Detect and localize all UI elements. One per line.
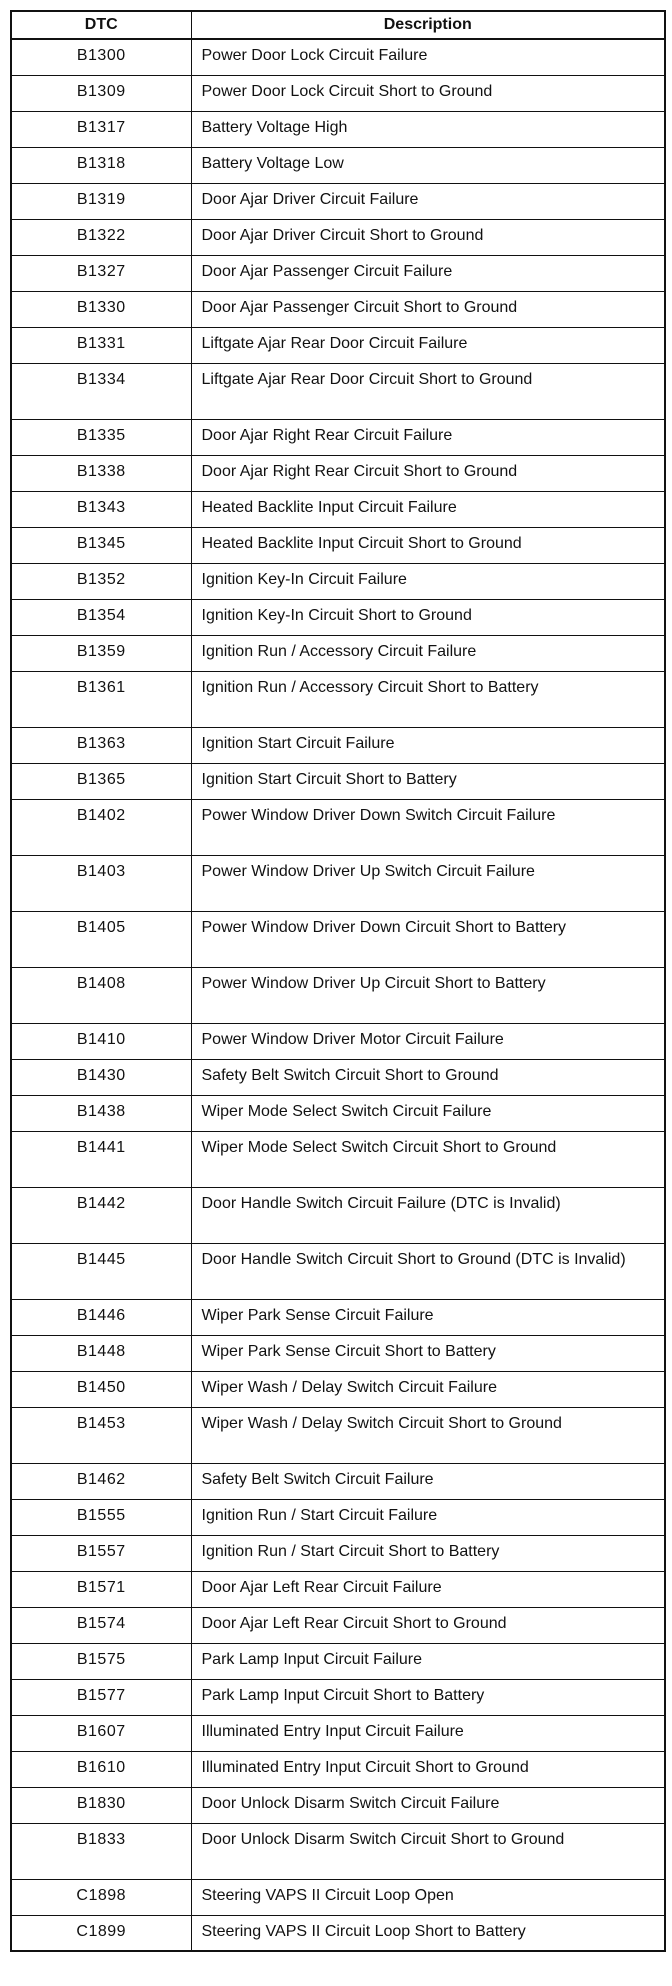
dtc-description-cell: Ignition Run / Start Circuit Short to Battery <box>191 1535 665 1571</box>
dtc-code-cell: B1571 <box>11 1571 191 1607</box>
dtc-code-cell: B1438 <box>11 1095 191 1131</box>
dtc-code-cell: B1607 <box>11 1715 191 1751</box>
dtc-code-cell: B1309 <box>11 75 191 111</box>
dtc-code-cell: B1361 <box>11 671 191 727</box>
table-row <box>11 1299 665 1335</box>
dtc-code-cell: B1442 <box>11 1187 191 1243</box>
dtc-code-cell: B1408 <box>11 967 191 1023</box>
dtc-description-cell: Power Window Driver Down Switch Circuit Failure <box>191 799 665 855</box>
dtc-description-cell: Heated Backlite Input Circuit Failure <box>191 491 665 527</box>
table-row <box>11 1915 665 1951</box>
table-row <box>11 255 665 291</box>
table-row <box>11 855 665 911</box>
dtc-code-cell: B1330 <box>11 291 191 327</box>
dtc-code-cell: B1575 <box>11 1643 191 1679</box>
dtc-description-cell: Battery Voltage High <box>191 111 665 147</box>
table-row <box>11 563 665 599</box>
dtc-code-cell: B1354 <box>11 599 191 635</box>
table-row <box>11 147 665 183</box>
dtc-description-cell: Wiper Park Sense Circuit Short to Battery <box>191 1335 665 1371</box>
table-row <box>11 1463 665 1499</box>
dtc-description-cell: Door Ajar Driver Circuit Failure <box>191 183 665 219</box>
table-row <box>11 39 665 75</box>
dtc-description-cell: Park Lamp Input Circuit Short to Battery <box>191 1679 665 1715</box>
dtc-code-cell: B1453 <box>11 1407 191 1463</box>
dtc-code-cell: B1574 <box>11 1607 191 1643</box>
table-row <box>11 1535 665 1571</box>
table-row <box>11 799 665 855</box>
dtc-code-cell: B1555 <box>11 1499 191 1535</box>
dtc-code-cell: B1331 <box>11 327 191 363</box>
dtc-code-cell: B1410 <box>11 1023 191 1059</box>
dtc-description-cell: Door Unlock Disarm Switch Circuit Failure <box>191 1787 665 1823</box>
dtc-code-cell: B1402 <box>11 799 191 855</box>
table-row <box>11 1059 665 1095</box>
table-row <box>11 967 665 1023</box>
dtc-code-cell: B1830 <box>11 1787 191 1823</box>
table-row <box>11 1679 665 1715</box>
dtc-description-cell: Wiper Mode Select Switch Circuit Failure <box>191 1095 665 1131</box>
table-row <box>11 75 665 111</box>
dtc-code-cell: C1898 <box>11 1879 191 1915</box>
dtc-description-cell: Ignition Start Circuit Short to Battery <box>191 763 665 799</box>
dtc-description-cell: Steering VAPS II Circuit Loop Open <box>191 1879 665 1915</box>
column-header-description: Description <box>191 11 665 39</box>
table-row <box>11 455 665 491</box>
dtc-description-cell: Door Ajar Right Rear Circuit Failure <box>191 419 665 455</box>
dtc-code-cell: B1319 <box>11 183 191 219</box>
dtc-code-cell: B1322 <box>11 219 191 255</box>
table-row <box>11 1407 665 1463</box>
table-row <box>11 1499 665 1535</box>
dtc-description-cell: Power Window Driver Up Switch Circuit Failure <box>191 855 665 911</box>
table-row <box>11 635 665 671</box>
table-row <box>11 1823 665 1879</box>
dtc-description-cell: Illuminated Entry Input Circuit Short to Ground <box>191 1751 665 1787</box>
table-row <box>11 1571 665 1607</box>
dtc-description-cell: Illuminated Entry Input Circuit Failure <box>191 1715 665 1751</box>
dtc-code-cell: B1300 <box>11 39 191 75</box>
dtc-code-cell: B1334 <box>11 363 191 419</box>
dtc-code-cell: B1430 <box>11 1059 191 1095</box>
dtc-code-cell: B1610 <box>11 1751 191 1787</box>
dtc-description-cell: Ignition Run / Start Circuit Failure <box>191 1499 665 1535</box>
table-row <box>11 1371 665 1407</box>
dtc-code-cell: B1462 <box>11 1463 191 1499</box>
dtc-description-cell: Wiper Mode Select Switch Circuit Short to Ground <box>191 1131 665 1187</box>
table-row <box>11 1095 665 1131</box>
table-body <box>11 39 665 1951</box>
table-row <box>11 727 665 763</box>
dtc-description-cell: Liftgate Ajar Rear Door Circuit Failure <box>191 327 665 363</box>
dtc-table <box>10 10 666 1952</box>
dtc-code-cell: B1335 <box>11 419 191 455</box>
dtc-code-cell: B1345 <box>11 527 191 563</box>
dtc-code-cell: B1317 <box>11 111 191 147</box>
table-row <box>11 911 665 967</box>
dtc-description-cell: Door Ajar Right Rear Circuit Short to Ground <box>191 455 665 491</box>
dtc-description-cell: Heated Backlite Input Circuit Short to Ground <box>191 527 665 563</box>
table-header-row <box>11 11 665 39</box>
dtc-description-cell: Battery Voltage Low <box>191 147 665 183</box>
dtc-description-cell: Door Unlock Disarm Switch Circuit Short to Ground <box>191 1823 665 1879</box>
dtc-code-cell: B1445 <box>11 1243 191 1299</box>
table-row <box>11 1787 665 1823</box>
dtc-code-cell: B1343 <box>11 491 191 527</box>
dtc-code-cell: B1446 <box>11 1299 191 1335</box>
dtc-code-cell: B1450 <box>11 1371 191 1407</box>
dtc-description-cell: Safety Belt Switch Circuit Short to Ground <box>191 1059 665 1095</box>
dtc-code-cell: C1899 <box>11 1915 191 1951</box>
dtc-description-cell: Door Handle Switch Circuit Short to Ground (DTC is Invalid) <box>191 1243 665 1299</box>
dtc-code-cell: B1441 <box>11 1131 191 1187</box>
table-row <box>11 111 665 147</box>
table-row <box>11 1023 665 1059</box>
dtc-description-cell: Door Ajar Left Rear Circuit Short to Ground <box>191 1607 665 1643</box>
column-header-dtc: DTC <box>11 11 191 39</box>
dtc-description-cell: Wiper Park Sense Circuit Failure <box>191 1299 665 1335</box>
dtc-description-cell: Door Ajar Left Rear Circuit Failure <box>191 1571 665 1607</box>
dtc-code-cell: B1352 <box>11 563 191 599</box>
dtc-code-cell: B1363 <box>11 727 191 763</box>
dtc-description-cell: Steering VAPS II Circuit Loop Short to Battery <box>191 1915 665 1951</box>
table-row <box>11 1335 665 1371</box>
table-row <box>11 219 665 255</box>
dtc-code-cell: B1577 <box>11 1679 191 1715</box>
table-row <box>11 419 665 455</box>
table-row <box>11 291 665 327</box>
dtc-description-cell: Power Window Driver Motor Circuit Failure <box>191 1023 665 1059</box>
dtc-description-cell: Wiper Wash / Delay Switch Circuit Short to Ground <box>191 1407 665 1463</box>
table-row <box>11 1187 665 1243</box>
table-row <box>11 599 665 635</box>
table-row <box>11 491 665 527</box>
dtc-code-cell: B1403 <box>11 855 191 911</box>
dtc-description-cell: Power Door Lock Circuit Short to Ground <box>191 75 665 111</box>
table-row <box>11 1643 665 1679</box>
dtc-code-cell: B1448 <box>11 1335 191 1371</box>
dtc-description-cell: Door Ajar Passenger Circuit Short to Ground <box>191 291 665 327</box>
table-row <box>11 1751 665 1787</box>
dtc-code-cell: B1359 <box>11 635 191 671</box>
dtc-description-cell: Ignition Key-In Circuit Short to Ground <box>191 599 665 635</box>
dtc-description-cell: Power Window Driver Up Circuit Short to Battery <box>191 967 665 1023</box>
table-row <box>11 1715 665 1751</box>
table-row <box>11 1131 665 1187</box>
dtc-description-cell: Ignition Start Circuit Failure <box>191 727 665 763</box>
dtc-description-cell: Ignition Key-In Circuit Failure <box>191 563 665 599</box>
table-row <box>11 527 665 563</box>
dtc-description-cell: Door Ajar Driver Circuit Short to Ground <box>191 219 665 255</box>
table-row <box>11 327 665 363</box>
dtc-description-cell: Door Ajar Passenger Circuit Failure <box>191 255 665 291</box>
table-row <box>11 1879 665 1915</box>
dtc-description-cell: Door Handle Switch Circuit Failure (DTC is Invalid) <box>191 1187 665 1243</box>
dtc-description-cell: Ignition Run / Accessory Circuit Failure <box>191 635 665 671</box>
table-row <box>11 363 665 419</box>
dtc-code-cell: B1833 <box>11 1823 191 1879</box>
dtc-description-cell: Wiper Wash / Delay Switch Circuit Failure <box>191 1371 665 1407</box>
table-row <box>11 1607 665 1643</box>
dtc-code-cell: B1405 <box>11 911 191 967</box>
dtc-code-cell: B1338 <box>11 455 191 491</box>
dtc-description-cell: Ignition Run / Accessory Circuit Short to Battery <box>191 671 665 727</box>
dtc-description-cell: Park Lamp Input Circuit Failure <box>191 1643 665 1679</box>
dtc-description-cell: Safety Belt Switch Circuit Failure <box>191 1463 665 1499</box>
dtc-code-cell: B1318 <box>11 147 191 183</box>
table-row <box>11 671 665 727</box>
dtc-code-cell: B1557 <box>11 1535 191 1571</box>
dtc-description-cell: Power Window Driver Down Circuit Short to Battery <box>191 911 665 967</box>
dtc-description-cell: Power Door Lock Circuit Failure <box>191 39 665 75</box>
dtc-description-cell: Liftgate Ajar Rear Door Circuit Short to Ground <box>191 363 665 419</box>
dtc-code-cell: B1327 <box>11 255 191 291</box>
table-row <box>11 183 665 219</box>
table-row <box>11 763 665 799</box>
dtc-code-cell: B1365 <box>11 763 191 799</box>
table-row <box>11 1243 665 1299</box>
